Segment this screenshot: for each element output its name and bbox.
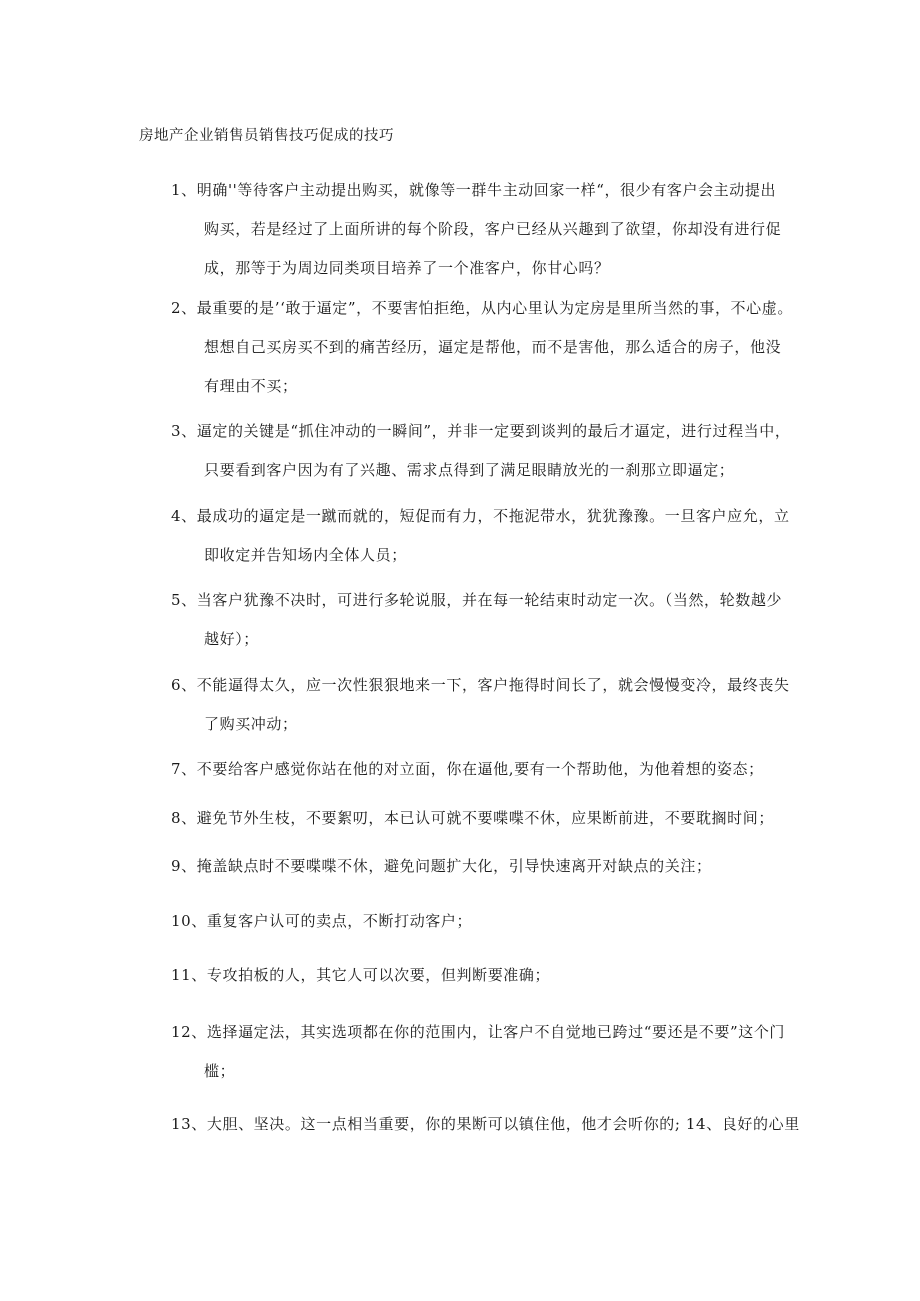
tip-line: 购买，若是经过了上面所讲的每个阶段，客户已经从兴趣到了欲望，你却没有进行促 bbox=[204, 220, 782, 238]
tip-line: 越好）； bbox=[204, 630, 259, 648]
tip-6 bbox=[171, 675, 790, 753]
tip-2 bbox=[171, 298, 793, 415]
tip-line: 3、逼定的关键是“抓住冲动的一瞬间”，并非一定要到谈判的最后才逼定，进行过程当中， bbox=[171, 422, 791, 440]
tip-line: 槛； bbox=[204, 1062, 236, 1080]
tip-line: 12、选择逼定法，其实选项都在你的范围内，让客户不自觉地已跨过“要还是不要”这个门 bbox=[171, 1023, 786, 1041]
document-title: 房地产企业销售员销售技巧促成的技巧 bbox=[139, 128, 394, 144]
tip-line: 4、最成功的逼定是一蹴而就的，短促而有力，不拖泥带水，犹犹豫豫。一旦客户应允，立 bbox=[171, 507, 790, 525]
tip-4 bbox=[171, 506, 790, 584]
tip-line: 成，那等于为周边同类项目培养了一个准客户，你甘心吗？ bbox=[204, 259, 610, 277]
tip-13 bbox=[171, 1114, 800, 1153]
tip-line: 1、明确''等待客户主动提出购买，就像等一群牛主动回家一样“，很少有客户会主动提出 bbox=[171, 181, 777, 199]
tip-line: 有理由不买； bbox=[204, 377, 298, 395]
tip-line: 8、避免节外生枝，不要絮叨，本已认可就不要喋喋不休，应果断前进，不要耽搁时间； bbox=[171, 809, 774, 827]
tip-line: 了购买冲动； bbox=[204, 715, 298, 733]
tip-line: 想想自己买房买不到的痛苦经历，逼定是帮他，而不是害他，那么适合的房子，他没 bbox=[204, 338, 782, 356]
tip-7 bbox=[171, 759, 783, 798]
tip-12 bbox=[171, 1022, 786, 1100]
tip-line: 10、重复客户认可的卖点，不断打动客户； bbox=[171, 912, 473, 930]
tip-9 bbox=[171, 856, 783, 895]
tip-line: 6、不能逼得太久，应一次性狠狠地来一下，客户拖得时间长了，就会慢慢变冷，最终丧失 bbox=[171, 676, 790, 694]
tip-line: 5、当客户犹豫不决时，可进行多轮说服，并在每一轮结束时动定一次。（当然，轮数越少 bbox=[171, 591, 783, 609]
tip-line: 13、大胆、坚决。这一点相当重要，你的果断可以镇住他，他才会听你的; 14、良好的心里 bbox=[171, 1115, 800, 1133]
tip-8 bbox=[171, 808, 783, 847]
tip-3 bbox=[171, 421, 791, 499]
tip-line: 只要看到客户因为有了兴趣、需求点得到了满足眼睛放光的一刹那立即逼定； bbox=[204, 461, 735, 479]
tip-line: 9、掩盖缺点时不要喋喋不休，避免问题扩大化，引导快速离开对缺点的关注； bbox=[171, 857, 712, 875]
tip-1 bbox=[171, 180, 783, 297]
tip-line: 11、专攻拍板的人，其它人可以次要，但判断要准确； bbox=[171, 966, 551, 984]
tip-11 bbox=[171, 965, 783, 1004]
tip-10 bbox=[171, 911, 783, 950]
tip-5 bbox=[171, 590, 783, 668]
tip-line: 7、不要给客户感觉你站在他的对立面，你在逼他,要有一个帮助他，为他着想的姿态； bbox=[171, 760, 764, 778]
tip-line: 2、最重要的是’‘敢于逼定”，不要害怕拒绝，从内心里认为定房是里所当然的事，不心虚。 bbox=[171, 299, 793, 317]
tip-line: 即收定并告知场内全体人员； bbox=[204, 546, 407, 564]
